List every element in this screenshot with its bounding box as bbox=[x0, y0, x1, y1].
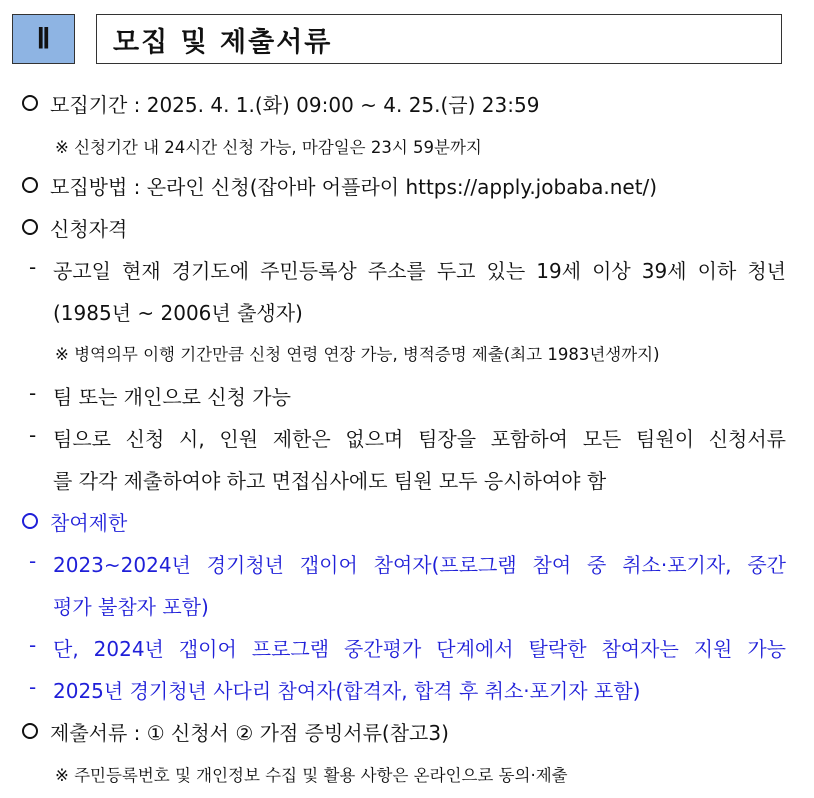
recruit-method: 모집방법 : 온라인 신청(잡아바 어플라이 https://apply.jobaba.net/) bbox=[50, 175, 658, 199]
section-title: 모집 및 제출서류 bbox=[113, 26, 333, 58]
restriction-heading: 참여제한 bbox=[50, 511, 128, 535]
recruit-period: 모집기간 : 2025. 4. 1.(화) 09:00 ~ 4. 25.(금) 23:59 bbox=[50, 93, 540, 117]
dash-marker: - bbox=[29, 633, 37, 657]
dash-marker: - bbox=[29, 675, 37, 699]
bullet-circle-icon bbox=[22, 723, 38, 739]
qualification-team-line1: 팀으로 신청 시, 인원 제한은 없으며 팀장을 포함하여 모든 팀원이 신청서류 bbox=[53, 427, 786, 451]
restriction-ladder: 2025년 경기청년 사다리 참여자(합격자, 합격 후 취소·포기자 포함) bbox=[53, 679, 641, 703]
bullet-circle-icon bbox=[22, 177, 38, 193]
qualification-age-line1: 공고일 현재 경기도에 주민등록상 주소를 두고 있는 19세 이상 39세 이하 청년 bbox=[53, 259, 786, 283]
dash-marker: - bbox=[29, 423, 37, 447]
section-number-box bbox=[12, 14, 75, 64]
dash-marker: - bbox=[29, 549, 37, 573]
recruit-period-note: ※ 신청기간 내 24시간 신청 가능, 마감일은 23시 59분까지 bbox=[55, 138, 482, 157]
restriction-gapyear-line1: 2023~2024년 경기청년 갭이어 참여자(프로그램 참여 중 취소·포기자, 중간 bbox=[53, 553, 786, 577]
dash-marker: - bbox=[29, 255, 37, 279]
bullet-circle-icon bbox=[22, 513, 38, 529]
qualification-heading: 신청자격 bbox=[50, 217, 128, 241]
dash-marker: - bbox=[29, 381, 37, 405]
restriction-exception: 단, 2024년 갭이어 프로그램 중간평가 단계에서 탈락한 참여자는 지원 가능 bbox=[53, 637, 786, 661]
restriction-gapyear-line2: 평가 불참자 포함) bbox=[53, 595, 209, 619]
qualification-military-note: ※ 병역의무 이행 기간만큼 신청 연령 연장 가능, 병적증명 제출(최고 1983년생까지) bbox=[55, 345, 660, 364]
qualification-team-line2: 를 각각 제출하여야 하고 면접심사에도 팀원 모두 응시하여야 함 bbox=[53, 469, 607, 493]
qualification-team-or-individual: 팀 또는 개인으로 신청 가능 bbox=[53, 385, 291, 409]
bullet-circle-icon bbox=[22, 95, 38, 111]
section-number: Ⅱ bbox=[36, 24, 51, 55]
qualification-age-line2: (1985년 ~ 2006년 출생자) bbox=[53, 301, 303, 325]
bullet-circle-icon bbox=[22, 219, 38, 235]
section-title-box bbox=[96, 14, 782, 64]
submission-documents: 제출서류 : ① 신청서 ② 가점 증빙서류(참고3) bbox=[50, 721, 449, 745]
submission-documents-note: ※ 주민등록번호 및 개인정보 수집 및 활용 사항은 온라인으로 동의·제출 bbox=[55, 766, 568, 785]
